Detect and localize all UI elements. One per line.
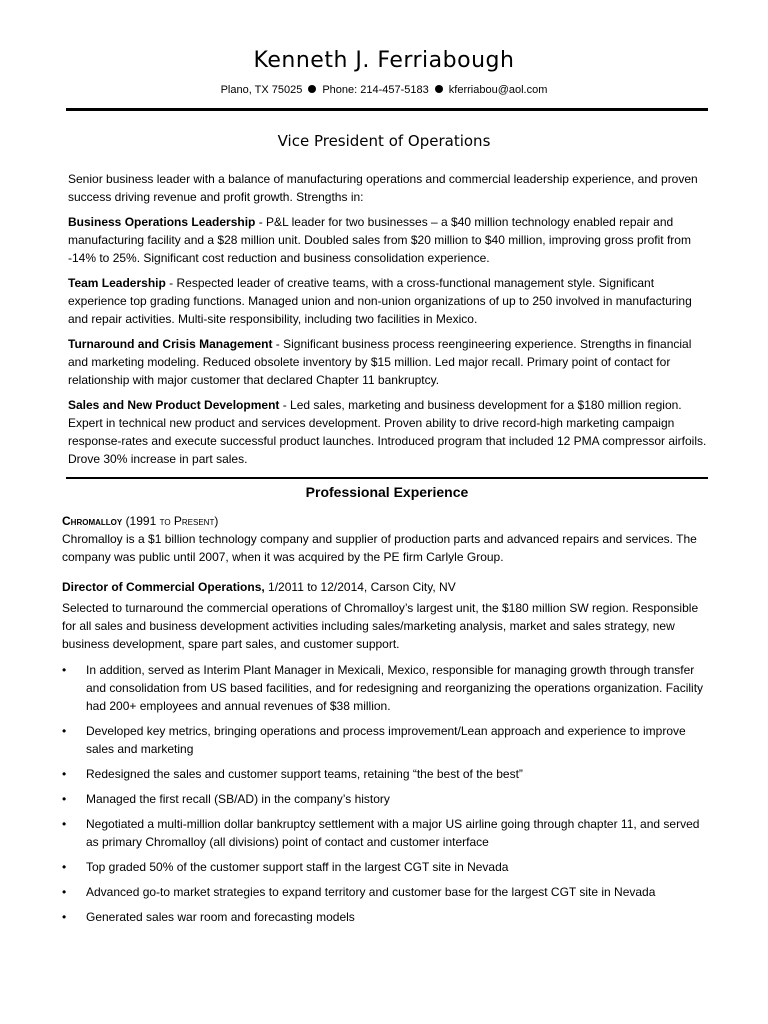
strength-title: Business Operations Leadership bbox=[68, 215, 256, 229]
list-item bbox=[62, 883, 710, 901]
role-meta: 1/2011 to 12/2014, Carson City, NV bbox=[264, 580, 456, 594]
strength-item bbox=[68, 213, 708, 267]
summary-intro: Senior business leader with a balance of manufacturing operations and commercial leadership experience, and proven success driving revenue and profit growth. Strengths in: bbox=[68, 172, 698, 204]
strength-text: - Led sales, marketing and business development for a $180 million region. Expert in technical new product and services development. Proven ability to drive record-high marketing campaign response-rates and execute successful product launches. Introduced program that included 12 PMA compressor airfoils. Drove 30% increase in part sales. bbox=[68, 398, 707, 466]
section-divider bbox=[66, 477, 708, 479]
bullet-icon: • bbox=[62, 663, 67, 677]
company-heading bbox=[62, 512, 710, 530]
role-title: Director of Commercial Operations, bbox=[62, 580, 265, 594]
list-item-text: Generated sales war room and forecasting models bbox=[86, 910, 355, 924]
strength-title: Team Leadership bbox=[68, 276, 166, 290]
strength-item bbox=[68, 396, 708, 468]
summary-section bbox=[68, 170, 708, 475]
strength-text: - Respected leader of creative teams, with a cross-functional management style. Significant experience top grading functions. Managed union and non-union organizations of up to 250 involved in manufacturing and repair activities. Multi-site responsibility, including two facilities in Mexico. bbox=[68, 276, 692, 326]
bullet-icon: • bbox=[62, 724, 67, 738]
list-item-text: Negotiated a multi-million dollar bankruptcy settlement with a major US airline going through chapter 11, and served as primary Chromalloy (all divisions) point of contact and customer interface bbox=[86, 817, 700, 849]
list-item bbox=[62, 908, 710, 926]
list-item bbox=[62, 815, 710, 851]
role-description: Selected to turnaround the commercial operations of Chromalloy’s largest unit, the $180 million SW region. Responsible for all sales and business development activities including sales/marketing analysis, market and sales strategy, new business development, spare part sales, and customer support. bbox=[62, 601, 699, 651]
bullet-icon: • bbox=[62, 910, 67, 924]
strength-title: Sales and New Product Development bbox=[68, 398, 280, 412]
bullet-icon: • bbox=[62, 860, 67, 874]
list-item-text: In addition, served as Interim Plant Manager in Mexicali, Mexico, responsible for managing growth through transfer and consolidation from US based facilities, and for redesigning and reorganizing the operations organization. Facility had 200+ employees and annual revenues of $38 million. bbox=[86, 663, 704, 713]
strength-text: - P&L leader for two businesses – a $40 million technology enabled repair and manufacturing facility and a $28 million unit. Doubled sales from $20 million to $40 million, improving gross profit from -14% to 25%. Significant cost reduction and business consolidation experience. bbox=[68, 215, 691, 265]
bullet-dot-icon bbox=[435, 85, 443, 93]
headline: Vice President of Operations bbox=[277, 132, 491, 150]
role-heading bbox=[62, 578, 710, 596]
achievement-list bbox=[62, 661, 710, 926]
strength-item bbox=[68, 274, 708, 328]
contact-line bbox=[0, 84, 768, 96]
company-dates: (1991 to Present) bbox=[125, 514, 219, 528]
bullet-icon: • bbox=[62, 792, 67, 806]
bullet-icon: • bbox=[62, 817, 67, 831]
phone: Phone: 214-457-5183 bbox=[322, 84, 429, 96]
strength-title: Turnaround and Crisis Management bbox=[68, 337, 273, 351]
list-item-text: Redesigned the sales and customer support teams, retaining “the best of the best” bbox=[86, 767, 523, 781]
section-title-experience: Professional Experience bbox=[305, 484, 469, 500]
header-divider bbox=[66, 108, 708, 111]
location: Plano, TX 75025 bbox=[220, 84, 303, 96]
candidate-name: Kenneth J. Ferriabough bbox=[253, 48, 515, 73]
strength-text: - Significant business process reengineering experience. Strengths in financial and marketing modeling. Reduced obsolete inventory by $15 million. Led major recall. Primary point of contact for relationship with major customer that declared Chapter 11 bankruptcy. bbox=[68, 337, 692, 387]
list-item bbox=[62, 858, 710, 876]
company-name: Chromalloy bbox=[62, 514, 123, 528]
list-item bbox=[62, 722, 710, 758]
experience-section bbox=[62, 512, 710, 933]
list-item-text: Advanced go-to market strategies to expand territory and customer base for the largest CGT site in Nevada bbox=[86, 885, 656, 899]
bullet-dot-icon bbox=[308, 85, 316, 93]
list-item-text: Managed the first recall (SB/AD) in the company’s history bbox=[86, 792, 390, 806]
list-item bbox=[62, 790, 710, 808]
list-item bbox=[62, 765, 710, 783]
strength-item bbox=[68, 335, 708, 389]
bullet-icon: • bbox=[62, 885, 67, 899]
company-description: Chromalloy is a $1 billion technology company and supplier of production parts and advanced repairs and services. The company was public until 2007, when it was acquired by the PE firm Carlyle Group. bbox=[62, 532, 697, 564]
email: kferriabou@aol.com bbox=[448, 84, 548, 96]
list-item-text: Developed key metrics, bringing operations and process improvement/Lean approach and experience to improve sales and marketing bbox=[86, 724, 686, 756]
list-item bbox=[62, 661, 710, 715]
list-item-text: Top graded 50% of the customer support staff in the largest CGT site in Nevada bbox=[86, 860, 509, 874]
bullet-icon: • bbox=[62, 767, 67, 781]
